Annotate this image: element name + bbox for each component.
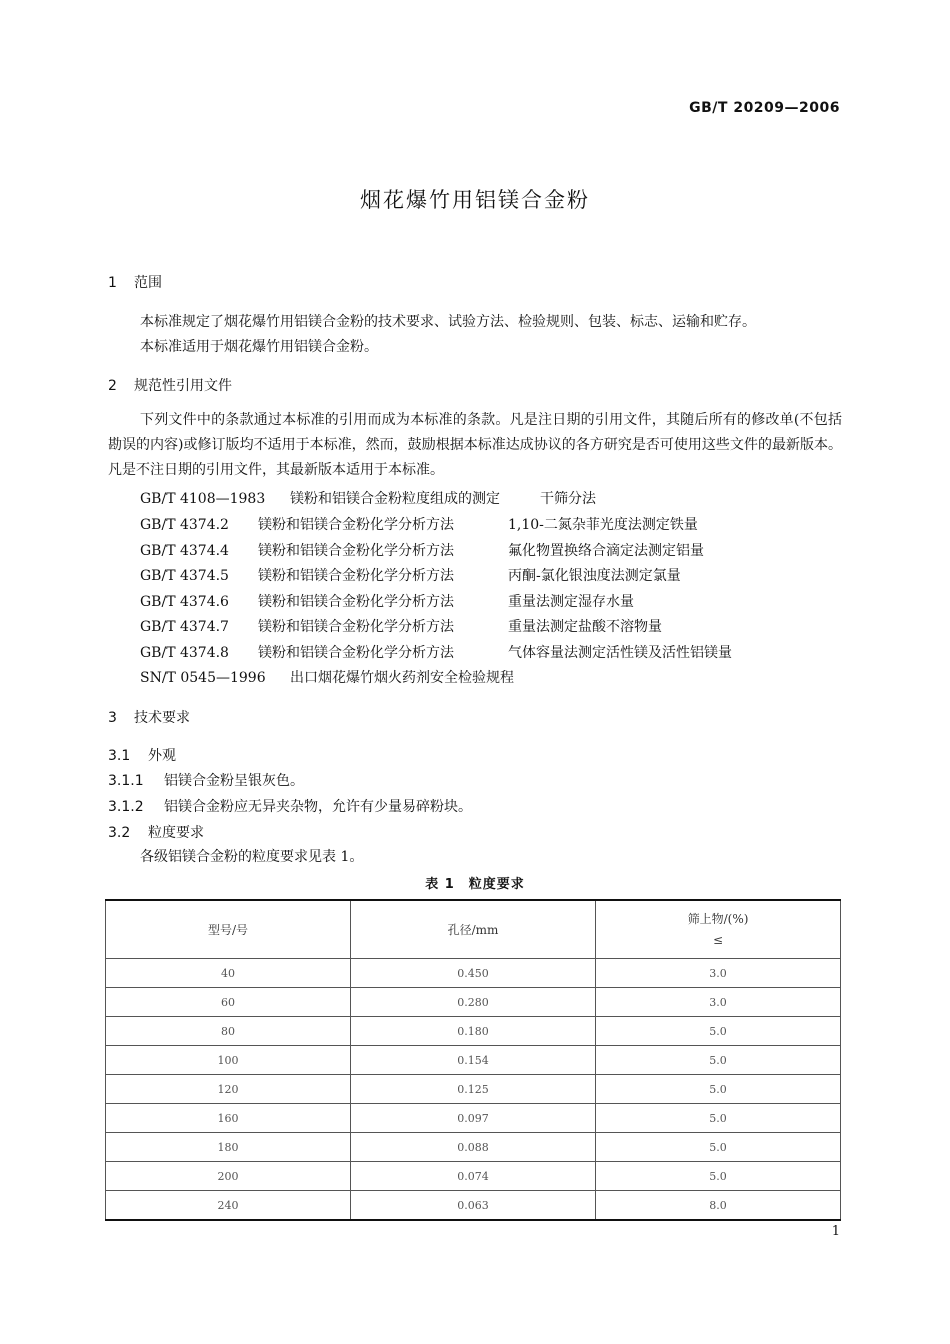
cell-oversize: 5.0 <box>596 1162 841 1191</box>
reference-method: 重量法测定盐酸不溶物量 <box>508 619 662 635</box>
cell-model: 120 <box>106 1075 351 1104</box>
table-header-row <box>106 900 841 959</box>
reference-item <box>140 488 596 508</box>
reference-method: 重量法测定湿存水量 <box>508 594 634 610</box>
cell-aperture: 0.088 <box>351 1133 596 1162</box>
reference-item <box>140 667 514 687</box>
section-3-heading <box>108 707 190 727</box>
clause-text: 铝镁合金粉应无异夹杂物，允许有少量易碎粉块。 <box>164 799 472 815</box>
reference-code: GB/T 4108—1983 <box>140 491 266 507</box>
section-number: 3 <box>108 710 117 726</box>
reference-title: 镁粉和铝镁合金粉粒度组成的测定 <box>290 491 500 507</box>
reference-code: GB/T 4374.6 <box>140 594 229 610</box>
page-number: 1 <box>831 1224 840 1239</box>
table-row <box>106 1162 841 1191</box>
cell-model: 160 <box>106 1104 351 1133</box>
section-title: 规范性引用文件 <box>134 378 232 394</box>
cell-oversize: 3.0 <box>596 988 841 1017</box>
section-1-para-2: 本标准适用于烟花爆竹用铝镁合金粉。 <box>140 339 378 355</box>
cell-aperture: 0.280 <box>351 988 596 1017</box>
reference-method: 气体容量法测定活性镁及活性铝镁量 <box>508 645 732 661</box>
cell-model: 40 <box>106 959 351 988</box>
reference-code: GB/T 4374.7 <box>140 619 229 635</box>
reference-method: 干筛分法 <box>540 491 596 507</box>
cell-model: 100 <box>106 1046 351 1075</box>
clause-text: 铝镁合金粉呈银灰色。 <box>164 773 304 789</box>
cell-aperture: 0.180 <box>351 1017 596 1046</box>
reference-title: 出口烟花爆竹烟火药剂安全检验规程 <box>290 670 514 686</box>
section-1-heading <box>108 272 162 292</box>
reference-code: GB/T 4374.4 <box>140 543 229 559</box>
section-number: 2 <box>108 378 117 394</box>
reference-title: 镁粉和铝镁合金粉化学分析方法 <box>258 645 454 661</box>
section-number: 3.1 <box>108 748 131 764</box>
cell-oversize: 5.0 <box>596 1075 841 1104</box>
reference-code: GB/T 4374.8 <box>140 645 229 661</box>
section-title: 粒度要求 <box>148 825 204 841</box>
table-row <box>106 1191 841 1221</box>
reference-method: 氟化物置换络合滴定法测定铝量 <box>508 543 704 559</box>
reference-item <box>140 591 634 611</box>
cell-aperture: 0.450 <box>351 959 596 988</box>
reference-code: GB/T 4374.2 <box>140 517 229 533</box>
clause-3-1-2 <box>108 796 472 816</box>
header-oversize-label: 筛上物/(%) <box>687 911 749 926</box>
cell-oversize: 5.0 <box>596 1104 841 1133</box>
document-title: 烟花爆竹用铝镁合金粉 <box>360 188 590 212</box>
reference-method: 丙酮-氯化银浊度法测定氯量 <box>508 568 681 584</box>
table-row <box>106 988 841 1017</box>
section-number: 3.2 <box>108 825 131 841</box>
reference-item <box>140 514 698 534</box>
cell-aperture: 0.125 <box>351 1075 596 1104</box>
reference-title: 镁粉和铝镁合金粉化学分析方法 <box>258 543 454 559</box>
table-caption: 表 1 粒度要求 <box>425 877 525 892</box>
cell-aperture: 0.154 <box>351 1046 596 1075</box>
table-row <box>106 1133 841 1162</box>
cell-oversize: 5.0 <box>596 1133 841 1162</box>
cell-oversize: 8.0 <box>596 1191 841 1221</box>
cell-model: 60 <box>106 988 351 1017</box>
table-row <box>106 1075 841 1104</box>
reference-item <box>140 565 681 585</box>
section-title: 技术要求 <box>134 710 190 726</box>
grain-size-table <box>105 899 841 1221</box>
cell-model: 180 <box>106 1133 351 1162</box>
section-title: 范围 <box>134 275 162 291</box>
clause-3-1-1 <box>108 770 304 790</box>
reference-item <box>140 616 662 636</box>
table-row <box>106 1017 841 1046</box>
subsection-3-2-text: 各级铝镁合金粉的粒度要求见表 1。 <box>140 849 364 865</box>
reference-item <box>140 540 704 560</box>
reference-code: GB/T 4374.5 <box>140 568 229 584</box>
standard-code: GB/T 20209—2006 <box>689 100 840 116</box>
table-row <box>106 1104 841 1133</box>
section-1-para-1: 本标准规定了烟花爆竹用铝镁合金粉的技术要求、试验方法、检验规则、包装、标志、运输和贮存。 <box>140 314 756 330</box>
reference-code: SN/T 0545—1996 <box>140 670 266 686</box>
less-equal-symbol: ≤ <box>712 932 724 947</box>
section-number: 1 <box>108 275 117 291</box>
section-2-heading <box>108 375 232 395</box>
reference-title: 镁粉和铝镁合金粉化学分析方法 <box>258 619 454 635</box>
section-title: 外观 <box>148 748 176 764</box>
header-aperture: 孔径/mm <box>351 900 596 959</box>
cell-oversize: 5.0 <box>596 1017 841 1046</box>
reference-title: 镁粉和铝镁合金粉化学分析方法 <box>258 568 454 584</box>
table-row <box>106 1046 841 1075</box>
header-oversize <box>596 900 841 959</box>
reference-title: 镁粉和铝镁合金粉化学分析方法 <box>258 517 454 533</box>
clause-number: 3.1.1 <box>108 773 144 789</box>
header-model: 型号/号 <box>106 900 351 959</box>
clause-number: 3.1.2 <box>108 799 144 815</box>
table-row <box>106 959 841 988</box>
reference-item <box>140 642 732 662</box>
reference-title: 镁粉和铝镁合金粉化学分析方法 <box>258 594 454 610</box>
cell-model: 80 <box>106 1017 351 1046</box>
cell-model: 240 <box>106 1191 351 1221</box>
cell-aperture: 0.063 <box>351 1191 596 1221</box>
cell-oversize: 5.0 <box>596 1046 841 1075</box>
cell-aperture: 0.074 <box>351 1162 596 1191</box>
reference-method: 1,10-二氮杂菲光度法测定铁量 <box>508 517 698 533</box>
section-2-intro: 下列文件中的条款通过本标准的引用而成为本标准的条款。凡是注日期的引用文件，其随后所有的修改单(不包括勘误的内容)或修订版均不适用于本标准，然而，鼓励根据本标准达成协议的各方研究是否可使用这些文件的最新版本。凡是不注日期的引用文件，其最新版本适用于本标准。 <box>108 412 842 478</box>
subsection-3-2-heading <box>108 822 204 842</box>
cell-aperture: 0.097 <box>351 1104 596 1133</box>
cell-oversize: 3.0 <box>596 959 841 988</box>
subsection-3-1-heading <box>108 745 176 765</box>
cell-model: 200 <box>106 1162 351 1191</box>
